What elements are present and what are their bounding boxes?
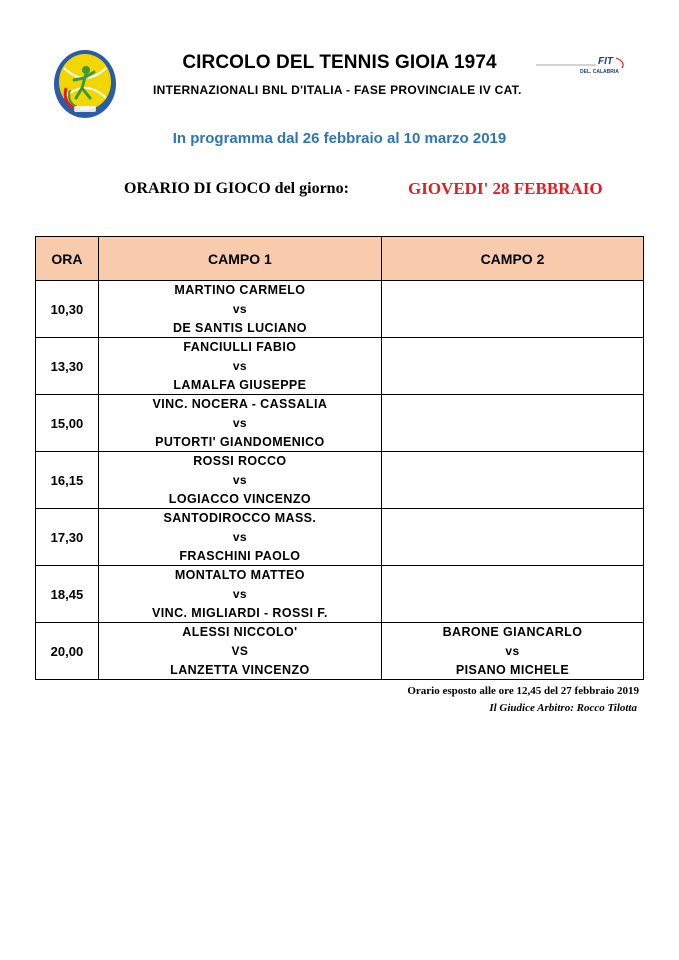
table-row bbox=[36, 452, 644, 509]
table-row bbox=[36, 338, 644, 395]
table-header-row bbox=[36, 237, 644, 281]
player-2: PISANO MICHELE bbox=[455, 663, 570, 677]
match-time: 16,15 bbox=[36, 452, 99, 509]
schedule-table bbox=[35, 236, 644, 680]
player-2: PUTORTI' GIANDOMENICO bbox=[155, 435, 325, 449]
table-row bbox=[36, 281, 644, 338]
player-2: VINC. MIGLIARDI - ROSSI F. bbox=[152, 606, 328, 620]
player-2: LAMALFA GIUSEPPE bbox=[173, 378, 307, 392]
player-2: LANZETTA VINCENZO bbox=[170, 663, 310, 677]
vs-label: vs bbox=[232, 302, 247, 316]
header-ora: ORA bbox=[36, 237, 99, 281]
player-2: LOGIACCO VINCENZO bbox=[168, 492, 311, 506]
vs-label: vs bbox=[232, 587, 247, 601]
programma-dates: In programma dal 26 febbraio al 10 marzo 2019 bbox=[172, 130, 507, 147]
player-2: DE SANTIS LUCIANO bbox=[172, 321, 307, 335]
table-row bbox=[36, 395, 644, 452]
orario-day: GIOVEDI' 28 FEBBRAIO bbox=[408, 179, 603, 198]
match-time: 20,00 bbox=[36, 623, 99, 680]
svg-text:FIT: FIT bbox=[598, 56, 613, 67]
player-1: MARTINO CARMELO bbox=[174, 283, 306, 297]
vs-label: vs bbox=[232, 416, 247, 430]
table-row bbox=[36, 623, 644, 680]
campo-1-cell bbox=[98, 338, 381, 395]
campo-2-cell bbox=[381, 509, 643, 566]
player-1: VINC. NOCERA - CASSALIA bbox=[152, 397, 328, 411]
player-1: ALESSI NICCOLO' bbox=[182, 625, 298, 639]
player-1: SANTODIROCCO MASS. bbox=[163, 511, 317, 525]
player-1: FANCIULLI FABIO bbox=[183, 340, 297, 354]
header-campo-2: CAMPO 2 bbox=[381, 237, 643, 281]
campo-1-cell bbox=[98, 281, 381, 338]
player-1: BARONE GIANCARLO bbox=[442, 625, 583, 639]
campo-2-cell bbox=[381, 623, 643, 680]
campo-1-cell bbox=[98, 566, 381, 623]
vs-label: vs bbox=[505, 644, 520, 658]
vs-label: vs bbox=[232, 473, 247, 487]
campo-2-cell bbox=[381, 395, 643, 452]
vs-label: VS bbox=[231, 644, 249, 658]
club-title: CIRCOLO DEL TENNIS GIOIA 1974 bbox=[182, 52, 497, 73]
player-1: MONTALTO MATTEO bbox=[174, 568, 305, 582]
vs-label: vs bbox=[232, 530, 247, 544]
orario-label: ORARIO DI GIOCO del giorno: bbox=[124, 180, 349, 197]
campo-1-cell bbox=[98, 395, 381, 452]
event-subtitle: INTERNAZIONALI BNL D'ITALIA - FASE PROVINCIALE IV CAT. bbox=[153, 83, 522, 97]
player-2: FRASCHINI PAOLO bbox=[179, 549, 301, 563]
match-time: 13,30 bbox=[36, 338, 99, 395]
orario-esposto: Orario esposto alle ore 12,45 del 27 febbraio 2019 bbox=[407, 685, 639, 697]
vs-label: vs bbox=[232, 359, 247, 373]
campo-2-cell bbox=[381, 566, 643, 623]
table-row bbox=[36, 566, 644, 623]
campo-1-cell bbox=[98, 509, 381, 566]
campo-1-cell bbox=[98, 623, 381, 680]
match-time: 10,30 bbox=[36, 281, 99, 338]
header-campo-1: CAMPO 1 bbox=[98, 237, 381, 281]
match-time: 17,30 bbox=[36, 509, 99, 566]
giudice-arbitro: Il Giudice Arbitro: Rocco Tilotta bbox=[489, 702, 637, 714]
table-row bbox=[36, 509, 644, 566]
campo-2-cell bbox=[381, 338, 643, 395]
campo-2-cell bbox=[381, 452, 643, 509]
campo-2-cell bbox=[381, 281, 643, 338]
campo-1-cell bbox=[98, 452, 381, 509]
match-time: 18,45 bbox=[36, 566, 99, 623]
match-time: 15,00 bbox=[36, 395, 99, 452]
player-1: ROSSI ROCCO bbox=[193, 454, 287, 468]
svg-text:DEL. CALABRIA: DEL. CALABRIA bbox=[580, 69, 619, 75]
